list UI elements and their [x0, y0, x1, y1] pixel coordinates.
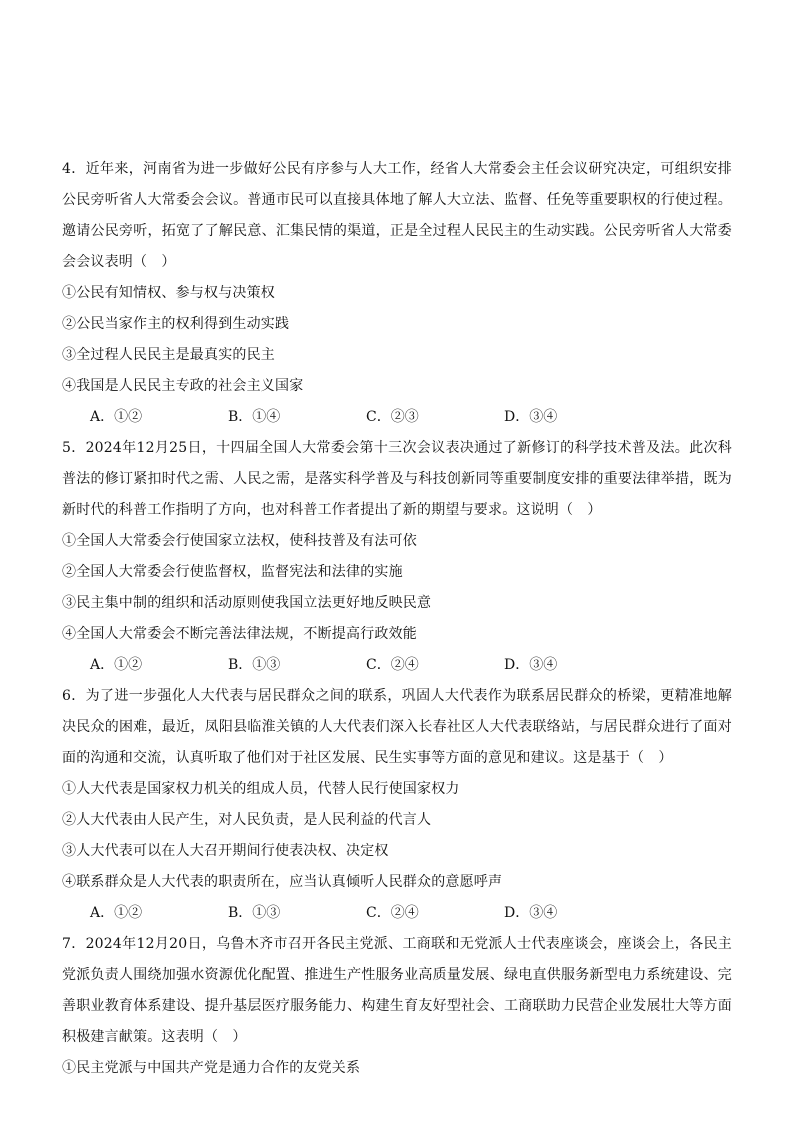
statement-2: ②人大代表由人民产生，对人民负责，是人民利益的代言人	[62, 812, 432, 828]
statement-4: ④联系群众是人大代表的职责所在，应当认真倾听人民群众的意愿呼声	[62, 874, 503, 890]
choice-c[interactable]: C．②④	[366, 657, 419, 673]
statement-4: ④全国人大常委会不断完善法律法规，不断提高行政效能	[62, 626, 417, 642]
choice-d[interactable]: D．③④	[504, 657, 558, 673]
exam-page	[62, 154, 732, 1084]
statement-4: ④我国是人民民主专政的社会主义国家	[62, 378, 304, 394]
question-4	[62, 154, 732, 433]
choice-b[interactable]: B．①③	[228, 905, 281, 921]
choice-a[interactable]: A．①②	[90, 409, 143, 425]
choice-d[interactable]: D．③④	[504, 409, 558, 425]
statement-1: ①人大代表是国家权力机关的组成人员，代替人民行使国家权力	[62, 781, 460, 797]
question-stem: 4．近年来，河南省为进一步做好公民有序参与人大工作，经省人大常委会主任会议研究决定，可组织安排公民旁听省人大常委会会议。普通市民可以直接具体地了解人大立法、监督、任免等重要职权的行使过程。邀请公民旁听，拓宽了了解民意、汇集民情的渠道，正是全过程人民民主的生动实践。公民旁听省人大常委会会议表明（ ）	[62, 161, 732, 270]
statement-3: ③民主集中制的组织和活动原则使我国立法更好地反映民意	[62, 595, 432, 611]
statement-1: ①全国人大常委会行使国家立法权，使科技普及有法可依	[62, 533, 417, 549]
question-6	[62, 681, 732, 929]
choice-d[interactable]: D．③④	[504, 905, 558, 921]
question-stem: 5．2024年12月25日，十四届全国人大常委会第十三次会议表决通过了新修订的科学技术普及法。此次科普法的修订紧扣时代之需、人民之需，是落实科学普及与科技创新同等重要制度安排的重要法律举措，既为新时代的科普工作指明了方向，也对科普工作者提出了新的期望与要求。这说明（ ）	[62, 440, 732, 518]
statement-2: ②公民当家作主的权利得到生动实践	[62, 316, 290, 332]
statement-1: ①民主党派与中国共产党是通力合作的友党关系	[62, 1060, 361, 1076]
statement-3: ③全过程人民民主是最真实的民主	[62, 347, 275, 363]
question-stem: 7．2024年12月20日，乌鲁木齐市召开各民主党派、工商联和无党派人士代表座谈会，座谈会上，各民主党派负责人围绕加强水资源优化配置、推进生产性服务业高质量发展、绿电直供服务新型电力系统建设、完善职业教育体系建设、提升基层医疗服务能力、构建生育友好型社会、工商联助力民营企业发展壮大等方面积极建言献策。这表明（ ）	[62, 936, 732, 1045]
choice-b[interactable]: B．①④	[228, 409, 281, 425]
choice-a[interactable]: A．①②	[90, 905, 143, 921]
choice-c[interactable]: C．②④	[366, 905, 419, 921]
statement-1: ①公民有知情权、参与权与决策权	[62, 285, 275, 301]
statement-2: ②全国人大常委会行使监督权，监督宪法和法律的实施	[62, 564, 403, 580]
answer-choices	[62, 402, 732, 433]
choice-b[interactable]: B．①③	[228, 657, 281, 673]
question-stem: 6．为了进一步强化人大代表与居民群众之间的联系，巩固人大代表作为联系居民群众的桥梁，更精准地解决民众的困难，最近，凤阳县临淮关镇的人大代表们深入长春社区人大代表联络站，与居民群众进行了面对面的沟通和交流，认真听取了他们对于社区发展、民生实事等方面的意见和建议。这是基于（ ）	[62, 688, 732, 766]
answer-choices	[62, 650, 732, 681]
question-7	[62, 929, 732, 1084]
choice-c[interactable]: C．②③	[366, 409, 419, 425]
statement-3: ③人大代表可以在人大召开期间行使表决权、决定权	[62, 843, 389, 859]
answer-choices	[62, 898, 732, 929]
question-5	[62, 433, 732, 681]
choice-a[interactable]: A．①②	[90, 657, 143, 673]
